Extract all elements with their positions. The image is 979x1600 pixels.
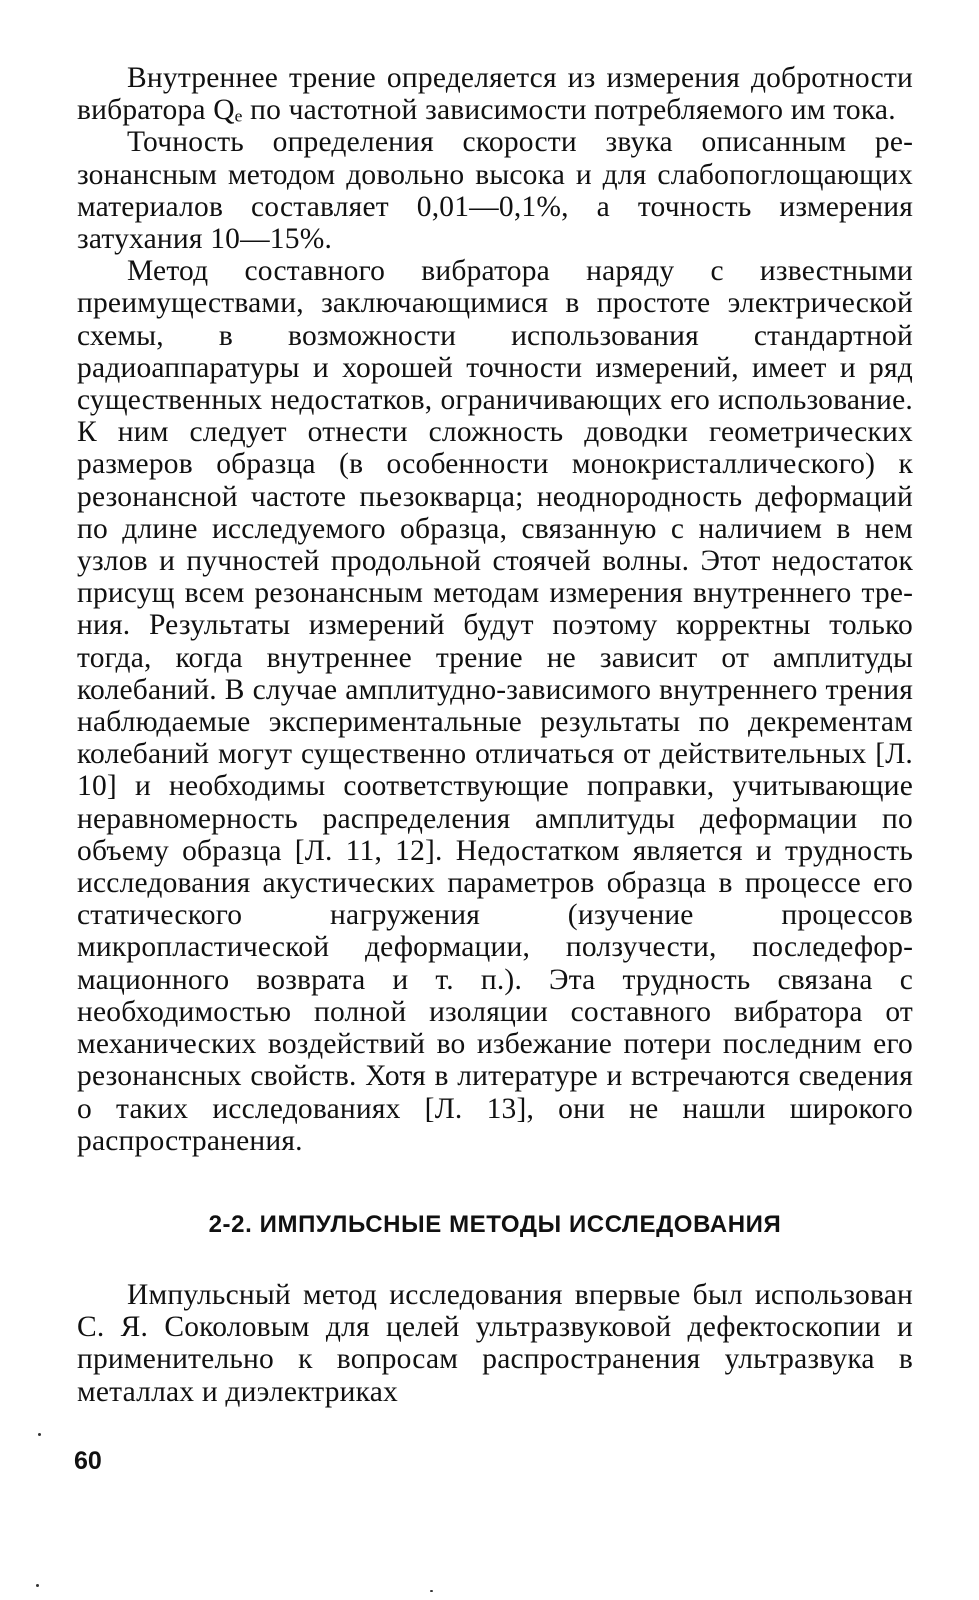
page-number: 60 (74, 1447, 102, 1475)
scan-speck (38, 1433, 41, 1436)
section-heading: 2-2. ИМПУЛЬСНЫЕ МЕТОДЫ ИССЛЕДОВАНИЯ (208, 1210, 782, 1238)
paragraph-pulse-method: Импульсный метод исследования впервые был использован С. Я. Соколовым для целей ультразвуковой дефектоскопии и применительно к вопросам распространения ультразвука в металлах и диэлектриках (77, 1278, 913, 1408)
page-body (77, 62, 913, 1408)
paragraph-accuracy: Точность определения скорости звука описанным резонансным методом довольно высока и для слабопоглощающих материалов составляет 0,01—0,1%, а точность измерения затухания 10—15%. (77, 126, 913, 256)
paragraph-internal-friction: Внутреннее трение определяется из измерения добротности вибратора Qₑ по частотной зависимости потребляемого им тока. (77, 62, 913, 127)
scan-speck (36, 1584, 39, 1587)
scan-speck (430, 1590, 433, 1592)
paragraph-composite-vibrator: Метод составного вибратора наряду с известными преимуществами, заключающимися в простоте электрической схемы, в возможности использования стандартной радиоаппаратуры и хорошей точности измерений, имеет и ряд существенных недостатков, ограничивающих его использование. К ним следует отнести сложность доводки геометрических размеров образца (в особенности монокристаллического) к резонансной частоте пьезокварца; неоднородность деформаций по длине исследуемого образца, связанную с наличием в нем узлов и пучностей продольной стоячей волны. Этот недостаток присущ всем резонансным методам измерения внутреннего трения. Результаты измерений будут поэтому корректны только тогда, когда внутреннее трение не зависит от амплитуды колебаний. В случае амплитудно-зависимого внутреннего трения наблюдаемые экспериментальные результаты по декрементам колебаний могут существенно отличаться от действительных [Л. 10] и необходимы соответствующие поправки, учитывающие неравномерность распределения амплитуды деформации по объему образца [Л. 11, 12]. Недостатком является и трудность исследования акустических параметров образца в процессе его статического нагружения (изучение процессов микропластической деформации, ползучести, последеформационного возврата и т. п.). Эта трудность связана с необходимостью полной изоляции составного вибратора от механических воздействий во избежание потери последним его резонансных свойств. Хотя в литературе и встречаются сведения о таких исследованиях [Л. 13], они не нашли широкого распространения. (77, 255, 913, 1157)
